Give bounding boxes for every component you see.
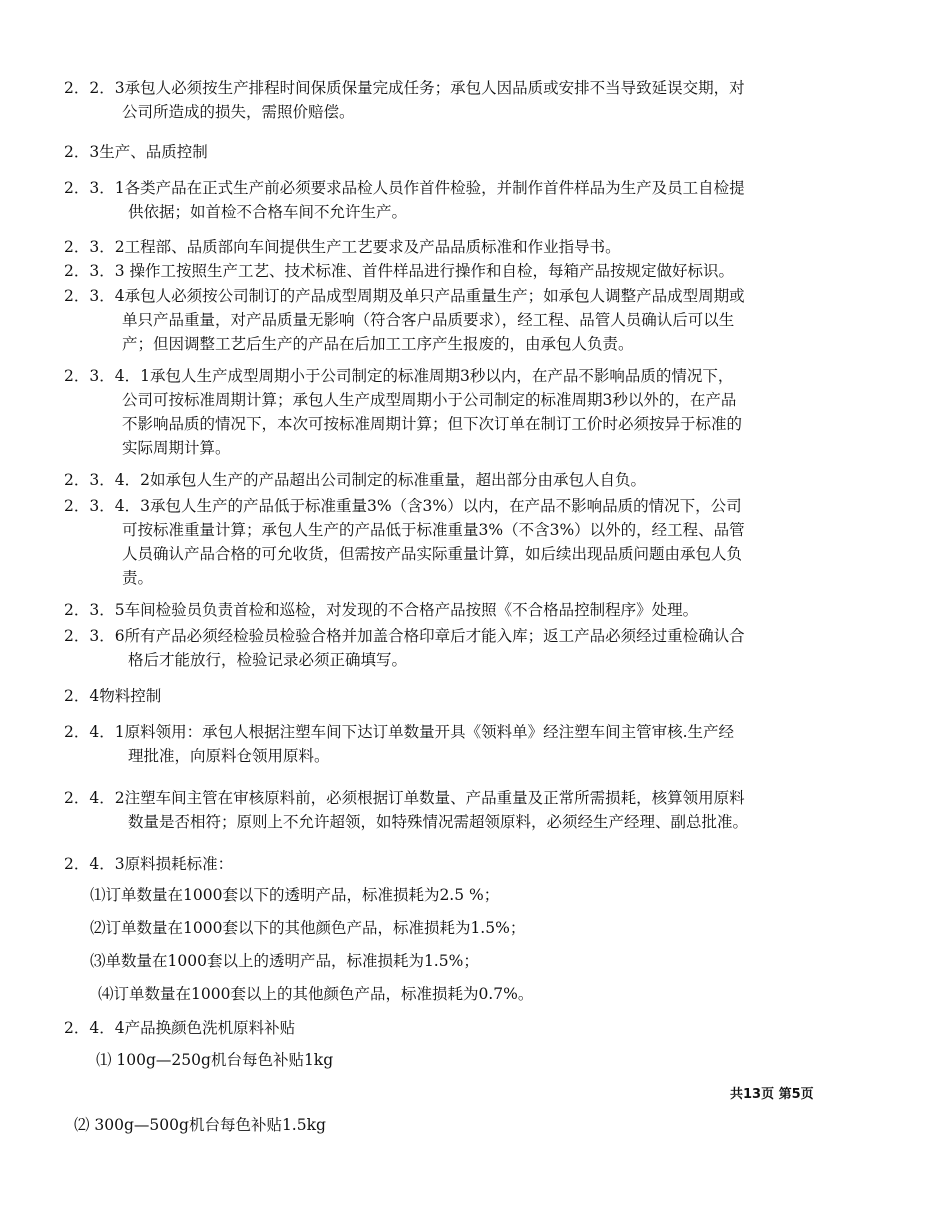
clause-text: 承包人生产的产品低于标准重量3%（含3%）以内，在产品不影响品质的情况下，公司 bbox=[149, 497, 742, 515]
list-item: ⑴ 100g—250g机台每色补贴1kg bbox=[96, 1051, 334, 1069]
clause-1 bbox=[64, 140, 894, 164]
clause-number: 2．4．1 bbox=[64, 723, 125, 741]
clause-text: 如承包人生产的产品超出公司制定的标准重量，超出部分由承包人自负。 bbox=[149, 471, 646, 489]
clause-text: 操作工按照生产工艺、技术标准、首件样品进行操作和自检，每箱产品按规定做好标识。 bbox=[124, 262, 735, 280]
clause-continuation-line: 公司所造成的损失，需照价赔偿。 bbox=[122, 103, 355, 121]
clause-number: 2．3．6 bbox=[64, 627, 125, 645]
clause-continuation-line: 可按标准重量计算；承包人生产的产品低于标准重量3%（不含3%）以外的，经工程、品管 bbox=[122, 521, 745, 539]
clause-13 bbox=[64, 786, 894, 834]
clause-6 bbox=[64, 364, 894, 460]
clause-number: 2．3．3 bbox=[64, 262, 125, 280]
clause-8 bbox=[64, 494, 894, 590]
clause-first-line bbox=[64, 494, 894, 518]
clause-number: 2．4．2 bbox=[64, 789, 125, 807]
clause-continuation-line: 数量是否相符；原则上不允许超领，如特殊情况需超领原料，必须经生产经理、副总批准。 bbox=[128, 813, 749, 831]
clause-text: 承包人生产成型周期小于公司制定的标准周期3秒以内，在产品不影响品质的情况下， bbox=[149, 367, 734, 385]
clause-11 bbox=[64, 684, 894, 708]
clause-number: 2．3．1 bbox=[64, 179, 125, 197]
clause-12 bbox=[64, 720, 894, 768]
page-footer: 共13页 第5页 bbox=[730, 1087, 814, 1102]
clause-first-line bbox=[64, 1016, 894, 1040]
clause-number: 2．4 bbox=[64, 687, 100, 705]
clause-first-line bbox=[64, 852, 894, 876]
clause-first-line bbox=[64, 284, 894, 308]
clause-first-line bbox=[64, 235, 894, 259]
clause-2 bbox=[64, 176, 894, 224]
clause-first-line bbox=[64, 140, 894, 164]
clause-14 bbox=[64, 852, 894, 876]
clause-continuation-line: 供依据；如首检不合格车间不允许生产。 bbox=[128, 203, 408, 221]
clause-number: 2．4．3 bbox=[64, 855, 125, 873]
clause-15 bbox=[64, 1016, 894, 1040]
clause-continuation-line: 实际周期计算。 bbox=[122, 439, 231, 457]
clause-first-line bbox=[64, 684, 894, 708]
clause-5 bbox=[64, 284, 894, 356]
clause-text: 原料损耗标准： bbox=[124, 855, 234, 873]
clause-text: 原料领用：承包人根据注塑车间下达订单数量开具《领料单》经注塑车间主管审核.生产经 bbox=[124, 723, 735, 741]
clause-7 bbox=[64, 468, 894, 492]
clause-text: 承包人必须按公司制订的产品成型周期及单只产品重量生产；如承包人调整产品成型周期或 bbox=[124, 287, 745, 305]
clause-first-line bbox=[64, 364, 894, 388]
clause-continuation-line: 格后才能放行，检验记录必须正确填写。 bbox=[128, 651, 408, 669]
clause-first-line bbox=[64, 720, 894, 744]
clause-continuation-line: 不影响品质的情况下，本次可按标准周期计算；但下次订单在制订工价时必须按异于标准的 bbox=[122, 415, 743, 433]
clause-continuation-line: 责。 bbox=[122, 569, 154, 587]
clause-first-line bbox=[64, 259, 894, 283]
clause-text: 工程部、品质部向车间提供生产工艺要求及产品品质标准和作业指导书。 bbox=[124, 238, 621, 256]
list-item: ⑶单数量在1000套以上的透明产品，标准损耗为1.5%； bbox=[90, 952, 479, 970]
list-item: ⑴订单数量在1000套以下的透明产品，标准损耗为2.5 %； bbox=[90, 886, 500, 904]
clause-continuation-line: 单只产品重量，对产品质量无影响（符合客户品质要求），经工程、品管人员确认后可以生 bbox=[122, 311, 735, 329]
clause-number: 2．3 bbox=[64, 143, 100, 161]
list-item: ⑵订单数量在1000套以下的其他颜色产品，标准损耗为1.5%； bbox=[90, 919, 526, 937]
clause-10 bbox=[64, 624, 894, 672]
clause-9 bbox=[64, 598, 894, 622]
clause-first-line bbox=[64, 176, 894, 200]
clause-number: 2．3．4．3 bbox=[64, 497, 150, 515]
clause-number: 2．3．4．1 bbox=[64, 367, 150, 385]
clause-first-line bbox=[64, 76, 894, 100]
clause-continuation-line: 理批准，向原料仓领用原料。 bbox=[128, 747, 330, 765]
clause-number: 2．3．4 bbox=[64, 287, 125, 305]
clause-text: 物料控制 bbox=[99, 687, 162, 705]
clause-number: 2．2．3 bbox=[64, 79, 125, 97]
clause-number: 2．3．2 bbox=[64, 238, 125, 256]
clause-text: 注塑车间主管在审核原料前，必须根据订单数量、产品重量及正常所需损耗，核算领用原料 bbox=[124, 789, 745, 807]
clause-continuation-line: 公司可按标准周期计算；承包人生产成型周期小于公司制定的标准周期3秒以外的，在产品 bbox=[122, 391, 737, 409]
clause-first-line bbox=[64, 598, 894, 622]
clause-first-line bbox=[64, 786, 894, 810]
clause-4 bbox=[64, 259, 894, 283]
clause-continuation-line: 产；但因调整工艺后生产的产品在后加工工序产生报废的，由承包人负责。 bbox=[122, 335, 634, 353]
clause-text: 承包人必须按生产排程时间保质保量完成任务；承包人因品质或安排不当导致延误交期，对 bbox=[124, 79, 745, 97]
list-item: ⑷订单数量在1000套以上的其他颜色产品，标准损耗为0.7%。 bbox=[98, 985, 534, 1003]
clause-first-line bbox=[64, 624, 894, 648]
clause-text: 所有产品必须经检验员检验合格并加盖合格印章后才能入库；返工产品必须经过重检确认合 bbox=[124, 627, 745, 645]
clause-number: 2．3．4．2 bbox=[64, 471, 150, 489]
clause-number: 2．3．5 bbox=[64, 601, 125, 619]
list-item: ⑵ 300g—500g机台每色补贴1.5kg bbox=[74, 1116, 326, 1134]
clause-number: 2．4．4 bbox=[64, 1019, 125, 1037]
clause-3 bbox=[64, 235, 894, 259]
clause-continuation-line: 人员确认产品合格的可允收货，但需按产品实际重量计算，如后续出现品质问题由承包人负 bbox=[122, 545, 743, 563]
clause-text: 车间检验员负责首检和巡检，对发现的不合格产品按照《不合格品控制程序》处理。 bbox=[124, 601, 699, 619]
clause-0 bbox=[64, 76, 894, 124]
clause-text: 产品换颜色洗机原料补贴 bbox=[124, 1019, 296, 1037]
clause-first-line bbox=[64, 468, 894, 492]
clause-text: 生产、品质控制 bbox=[99, 143, 208, 161]
clause-text: 各类产品在正式生产前必须要求品检人员作首件检验，并制作首件样品为生产及员工自检提 bbox=[124, 179, 745, 197]
